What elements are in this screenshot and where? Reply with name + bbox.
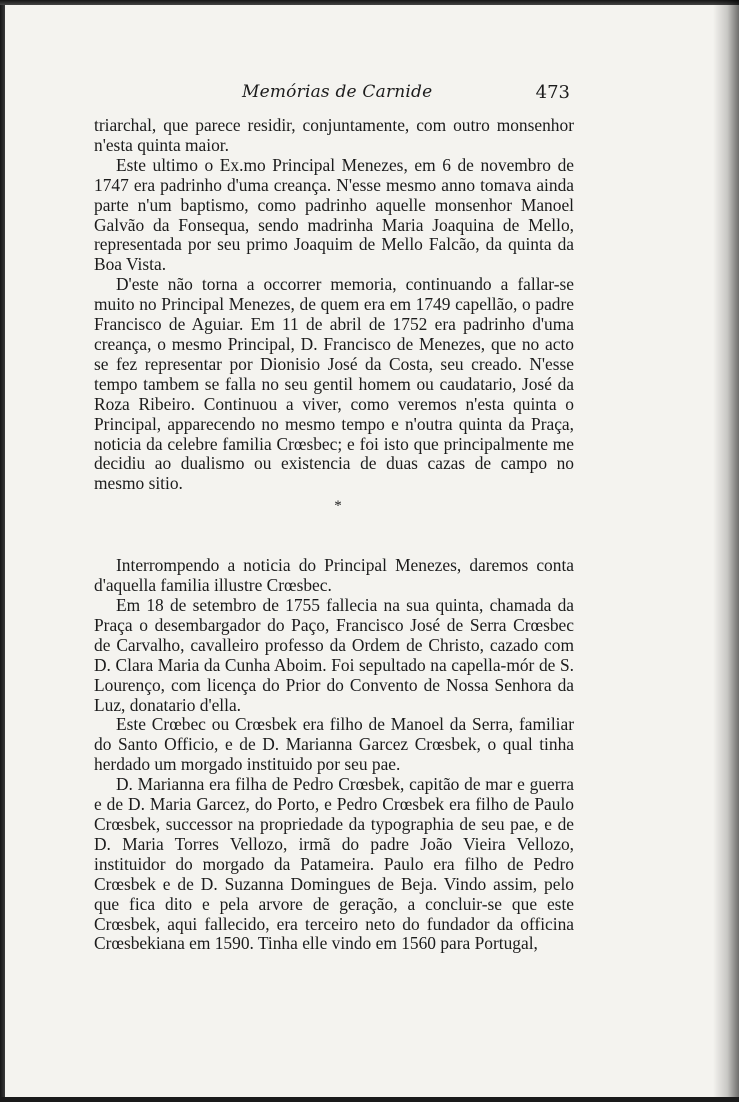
paragraph: D'este não torna a occorrer memoria, continuando a fallar-se muito no Principal Menezes, de quem era em 1749 capellão, o padre Francisco de Aguiar. Em 11 de abril de 1752 era padrinho d'uma creança, o mesmo Principal, D. Francisco de Menezes, que no acto se fez representar por Dionisio José da Costa, seu creado. N'esse tempo tambem se falla no seu gentil homem ou caudatario, José da Roza Ribeiro. Continuou a viver, como veremos n'esta quinta o Principal, apparecendo no mesmo tempo e n'outra quinta da Praça, noticia da celebre familia Crœsbec; e foi isto que principalmente me decidiu ao dualismo ou existencia de duas cazas de campo no mesmo sitio. bbox=[94, 274, 574, 494]
paragraph: Este ultimo o Ex.mo Principal Menezes, em 6 de novembro de 1747 era padrinho d'uma creança. N'esse mesmo anno tomava ainda parte n'um baptismo, como padrinho aquelle monsenhor Manoel Galvão da Fonsequa, sendo madrinha Maria Joaquina de Mello, representada por seu primo Joaquim de Mello Falcão, da quinta da Boa Vista. bbox=[94, 154, 574, 275]
scan-border-left bbox=[0, 0, 5, 1102]
running-head bbox=[94, 82, 574, 116]
scan-border-bottom bbox=[0, 1097, 739, 1102]
book-page bbox=[94, 82, 574, 954]
page-number: 473 bbox=[535, 82, 570, 103]
paragraph: D. Marianna era filha de Pedro Crœsbek, capitão de mar e guerra e de D. Maria Garcez, do Porto, e Pedro Crœsbek era filho de Paulo Crœsbek, successor na propriedade da typographia de seu pae, e de D. Maria Torres Vellozo, irmã do padre João Vieira Vellozo, instituidor do morgado da Patameira. Paulo era filho de Pedro Crœsbek e de D. Suzanna Domingues de Beja. Vindo assim, pelo que fica dito e pela arvore de geração, a concluir-se que este Crœsbek, aqui fallecido, era terceiro neto do fundador da officina Crœsbekiana em 1590. Tinha elle vindo em 1560 para Portugal, bbox=[94, 774, 574, 954]
scan-border-right bbox=[713, 0, 739, 1102]
paragraph: Este Crœbec ou Crœsbek era filho de Manoel da Serra, familiar do Santo Officio, e de D. Marianna Garcez Crœsbek, o qual tinha herdado um morgado instituido por seu pae. bbox=[94, 714, 574, 775]
scan-border-top bbox=[0, 0, 739, 5]
body-text bbox=[94, 116, 574, 954]
paragraph-continuation: triarchal, que parece residir, conjuntamente, com outro monsenhor n'esta quinta maior. bbox=[94, 115, 574, 155]
section-divider: * bbox=[334, 498, 342, 515]
paragraph: Em 18 de setembro de 1755 fallecia na sua quinta, chamada da Praça o desembargador do Paço, Francisco José de Serra Crœsbec de Carvalho, cavalleiro professo da Ordem de Christo, cazado com D. Clara Maria da Cunha Aboim. Foi sepultado na capella-mór de S. Lourenço, com licença do Prior do Convento de Nossa Senhora da Luz, donatario d'ella. bbox=[94, 595, 574, 715]
running-title: Memórias de Carnide bbox=[242, 82, 433, 102]
paragraph: Interrompendo a noticia do Principal Menezes, daremos conta d'aquella familia illustre Crœsbec. bbox=[94, 555, 574, 596]
